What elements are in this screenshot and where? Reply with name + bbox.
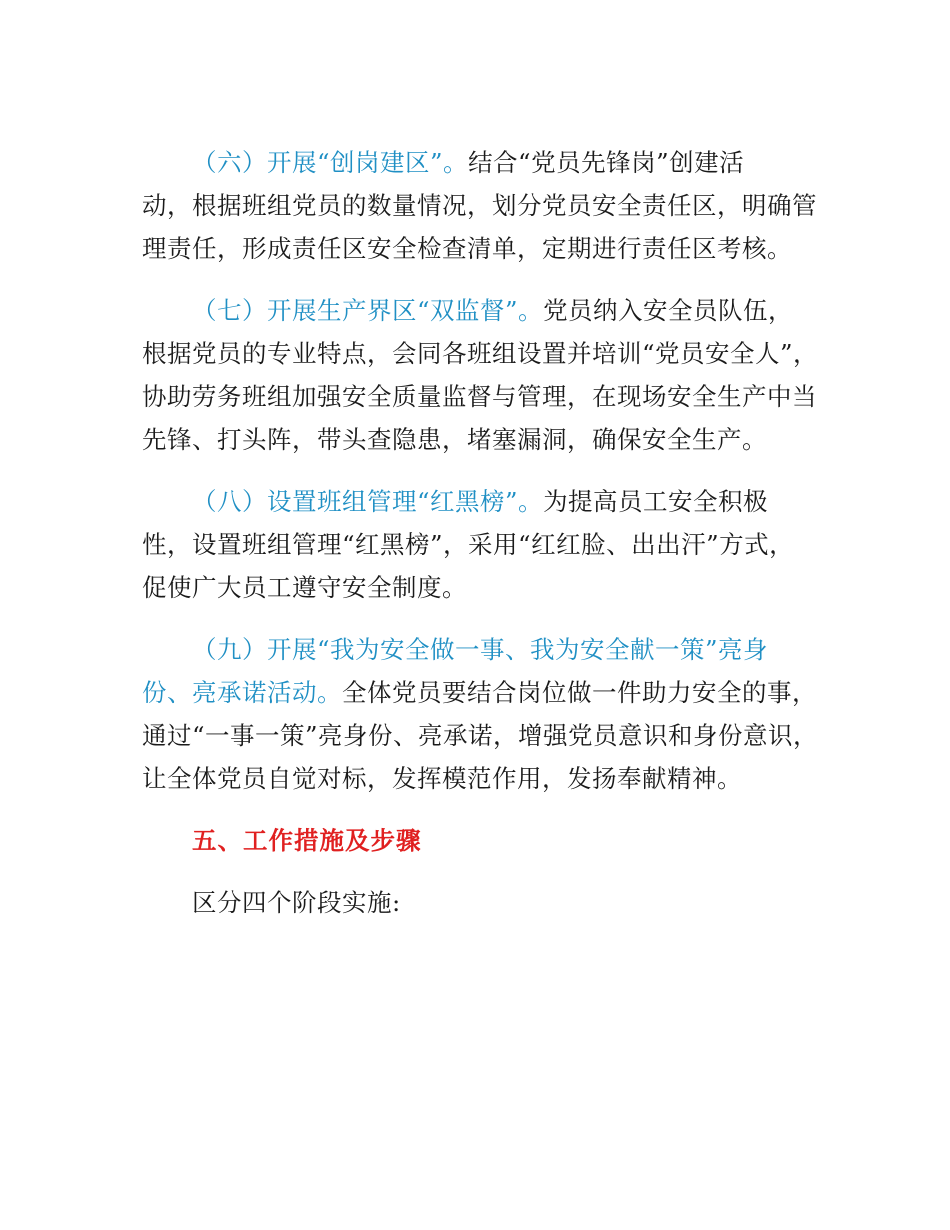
paragraph-6-line-3: 理责任，形成责任区安全检查清单，定期进行责任区考核。 — [142, 234, 792, 263]
paragraph-7-line-4: 先锋、打头阵，带头查隐患，堵塞漏洞，确保安全生产。 — [142, 425, 767, 454]
paragraph-7-text: 党员纳入安全员队伍， — [543, 296, 794, 325]
paragraph-9-text: 全体党员要结合岗位做一件助力安全的事， — [342, 678, 817, 707]
paragraph-9-line-3: 通过“一事一策”亮身份、亮承诺，增强党员意识和身份意识， — [142, 721, 819, 750]
paragraph-6-line-2: 动，根据班组党员的数量情况，划分党员安全责任区，明确管 — [142, 191, 817, 220]
paragraph-9-line-1: （九）开展“我为安全做一事、我为安全献一策”亮身 — [192, 635, 769, 664]
paragraph-7-line-2: 根据党员的专业特点，会同各班组设置并培训“党员安全人”， — [142, 339, 819, 368]
paragraph-7-line-3: 协助劳务班组加强安全质量监督与管理，在现场安全生产中当 — [142, 382, 817, 411]
paragraph-8-line-2: 性，设置班组管理“红黑榜”，采用“红红脸、出出汗”方式， — [142, 530, 795, 559]
paragraph-7-label: （七）开展生产界区“双监督”。 — [192, 296, 544, 325]
section-intro: 区分四个阶段实施: — [192, 888, 401, 917]
paragraph-6-text: 结合“党员先锋岗”创建活 — [468, 148, 745, 177]
paragraph-8-text: 为提高员工安全积极 — [543, 487, 769, 516]
paragraph-8-label: （八）设置班组管理“红黑榜”。 — [192, 487, 544, 516]
paragraph-9-line-4: 让全体党员自觉对标，发挥模范作用，发扬奉献精神。 — [142, 764, 742, 793]
paragraph-7-line-1 — [192, 294, 793, 328]
paragraph-8-line-1 — [192, 485, 768, 519]
paragraph-9-label: 份、亮承诺活动。 — [142, 678, 342, 707]
paragraph-9-line-2 — [142, 676, 817, 710]
section-heading: 五、工作措施及步骤 — [192, 826, 422, 855]
paragraph-8-line-3: 促使广大员工遵守安全制度。 — [142, 573, 467, 602]
paragraph-6-label: （六）开展“创岗建区”。 — [192, 148, 469, 177]
paragraph-6-line-1 — [192, 146, 744, 180]
